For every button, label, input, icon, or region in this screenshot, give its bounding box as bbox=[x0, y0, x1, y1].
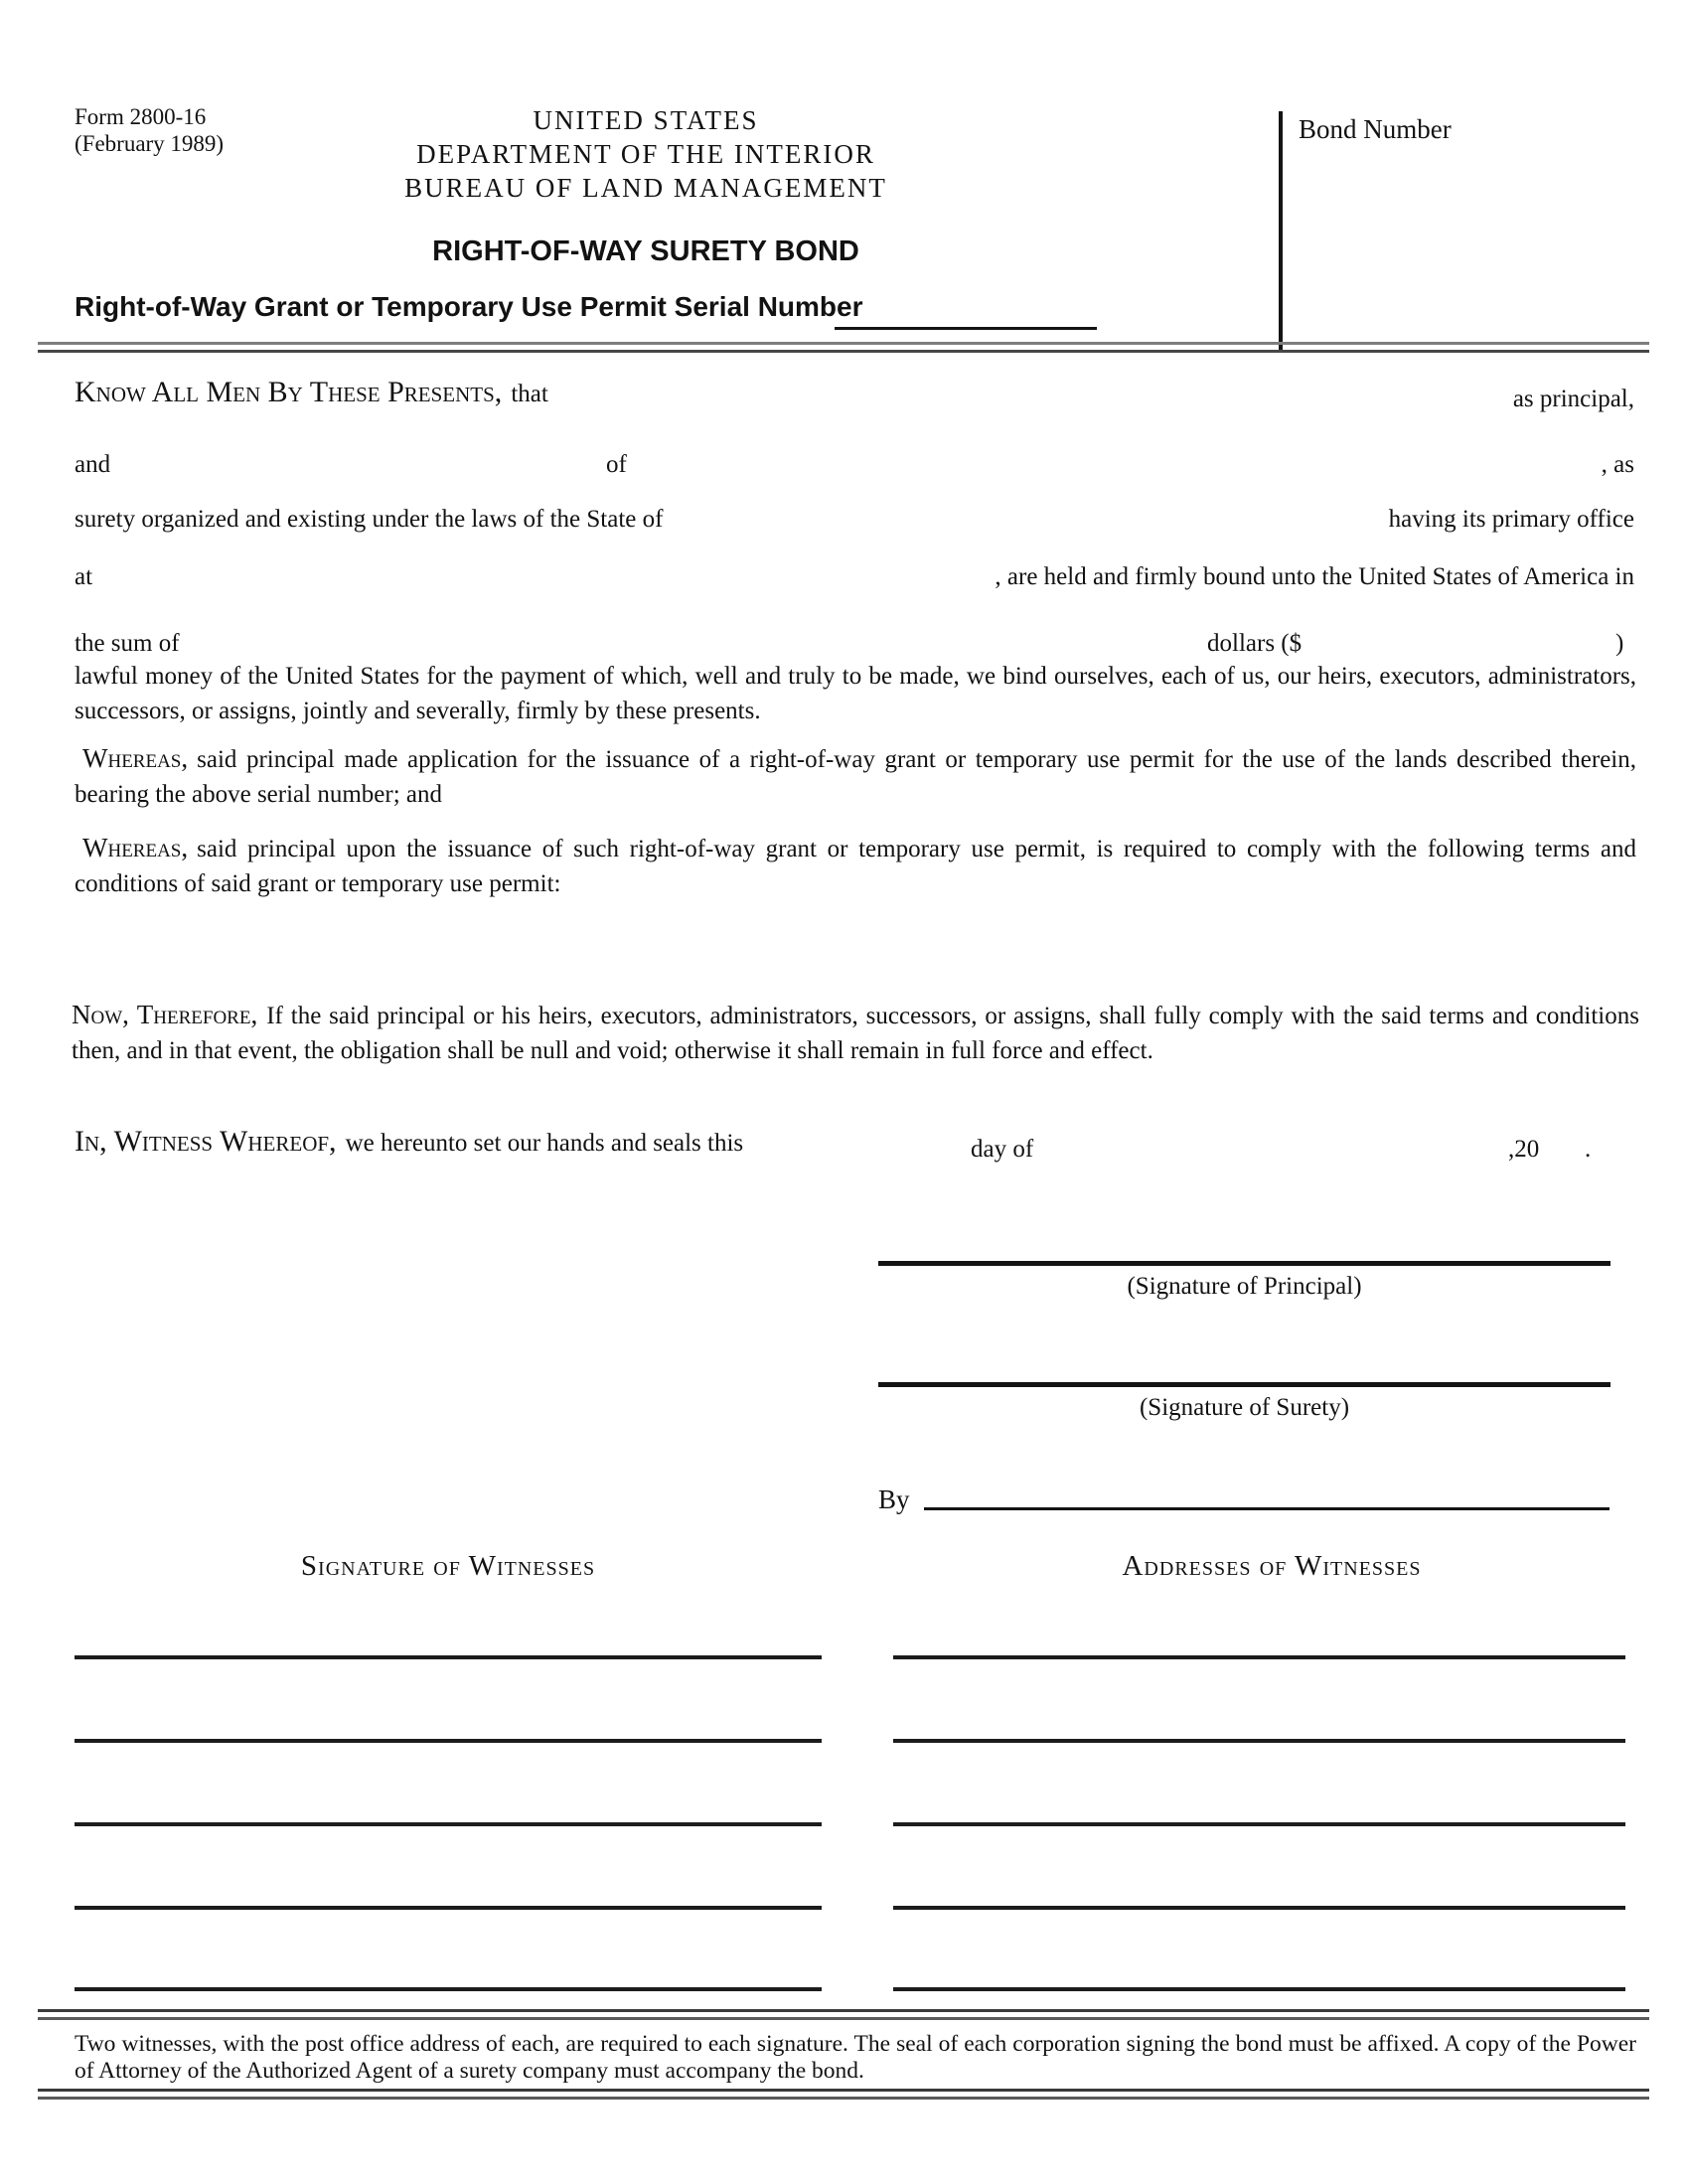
comma-20-label: ,20 bbox=[1508, 1136, 1540, 1163]
principal-signature-line[interactable] bbox=[878, 1261, 1610, 1266]
whereas1-paragraph bbox=[75, 741, 1636, 812]
witness-signature-heading: Signature of Witnesses bbox=[300, 1550, 596, 1582]
dollars-label: dollars ($ bbox=[1207, 630, 1303, 657]
in-witness-clause: In, Witness Whereof, bbox=[75, 1125, 337, 1158]
form-date: (February 1989) bbox=[75, 131, 225, 156]
in-witness-line bbox=[75, 1126, 743, 1161]
whereas2-clause: Whereas, bbox=[82, 833, 189, 862]
footer-bottom-rule bbox=[38, 2089, 1649, 2100]
bond-number-divider bbox=[1279, 111, 1283, 350]
witness-address-line-3[interactable] bbox=[893, 1822, 1625, 1826]
know-all-men-line bbox=[75, 377, 548, 411]
close-paren: ) bbox=[1615, 630, 1624, 657]
bond-number-label: Bond Number bbox=[1299, 114, 1452, 144]
surety-organized-text: surety organized and existing under the laws of the State of bbox=[75, 506, 664, 533]
footer-top-rule bbox=[38, 2009, 1649, 2020]
now-therefore-paragraph bbox=[72, 998, 1639, 1068]
agency-name-line2: DEPARTMENT OF THE INTERIOR bbox=[416, 139, 875, 169]
comma-as-label: , as bbox=[1601, 451, 1634, 478]
principal-signature-label: (Signature of Principal) bbox=[1127, 1273, 1362, 1300]
witness-address-heading: Addresses of Witnesses bbox=[1122, 1550, 1422, 1582]
whereas2-paragraph bbox=[75, 831, 1636, 901]
serial-number-label: Right-of-Way Grant or Temporary Use Permit Serial Number bbox=[75, 291, 863, 322]
whereas1-rest: said principal made application for the issuance of a right-of-way grant or temporary use permit for the use of the lands described therein, bearing the above serial number; and bbox=[75, 746, 1636, 808]
know-all-men-clause: Know All Men By These Presents, bbox=[75, 376, 503, 408]
witness-signature-line-3[interactable] bbox=[75, 1822, 822, 1826]
page-title: RIGHT-OF-WAY SURETY BOND bbox=[432, 235, 859, 267]
period-label: . bbox=[1585, 1136, 1592, 1163]
form-number: Form 2800-16 bbox=[75, 104, 207, 129]
witness-address-line-5[interactable] bbox=[893, 1987, 1625, 1991]
at-label: at bbox=[75, 563, 93, 590]
primary-office-text: having its primary office bbox=[1388, 506, 1634, 533]
lawful-money-paragraph: lawful money of the United States for the payment of which, well and truly to be made, we bind ourselves, each of us, our heirs, executors, administrators, successors, or assigns, jointly and severally, firmly by these presents. bbox=[75, 663, 1636, 724]
bond-number-field[interactable] bbox=[1299, 149, 1636, 328]
header-divider-rule bbox=[38, 342, 1649, 353]
footer-note: Two witnesses, with the post office address of each, are required to each signature. The seal of each corporation signing the bond must be affixed. A copy of the Power of Attorney of the Authorized Agent of a surety company must accompany the bond. bbox=[75, 2031, 1636, 2084]
agency-name-line1: UNITED STATES bbox=[533, 105, 759, 135]
as-principal-label: as principal, bbox=[1512, 386, 1634, 412]
witness-signature-line-2[interactable] bbox=[75, 1739, 822, 1743]
witness-signature-line-1[interactable] bbox=[75, 1655, 822, 1659]
bound-clause-text: , are held and firmly bound unto the United States of America in bbox=[995, 563, 1634, 590]
know-all-men-rest: that bbox=[511, 381, 548, 407]
by-label: By bbox=[878, 1484, 910, 1514]
agency-name-line3: BUREAU OF LAND MANAGEMENT bbox=[404, 173, 887, 203]
in-witness-rest: we hereunto set our hands and seals this bbox=[345, 1130, 744, 1157]
now-therefore-rest: If the said principal or his heirs, executors, administrators, successors, or assigns, shall fully comply with the said terms and conditions then, and in that event, the obligation shall be null and void; otherwise it shall remain in full force and effect. bbox=[72, 1003, 1639, 1064]
now-therefore-clause: Now, Therefore, bbox=[72, 1000, 258, 1029]
whereas2-rest: said principal upon the issuance of such right-of-way grant or temporary use permit, is required to comply with the following terms and conditions of said grant or temporary use permit: bbox=[75, 836, 1636, 897]
witness-address-line-4[interactable] bbox=[893, 1906, 1625, 1910]
witness-address-line-1[interactable] bbox=[893, 1655, 1625, 1659]
sum-label: the sum of bbox=[75, 630, 180, 657]
of-label: of bbox=[606, 451, 627, 478]
whereas1-clause: Whereas, bbox=[82, 743, 189, 773]
witness-signature-line-5[interactable] bbox=[75, 1987, 822, 1991]
witness-address-line-2[interactable] bbox=[893, 1739, 1625, 1743]
day-of-label: day of bbox=[971, 1136, 1034, 1163]
and-label: and bbox=[75, 451, 111, 478]
serial-number-field[interactable] bbox=[835, 294, 1097, 330]
witness-signature-line-4[interactable] bbox=[75, 1906, 822, 1910]
surety-signature-line[interactable] bbox=[878, 1382, 1610, 1387]
by-signature-line[interactable] bbox=[924, 1507, 1610, 1510]
surety-signature-label: (Signature of Surety) bbox=[1139, 1394, 1350, 1421]
